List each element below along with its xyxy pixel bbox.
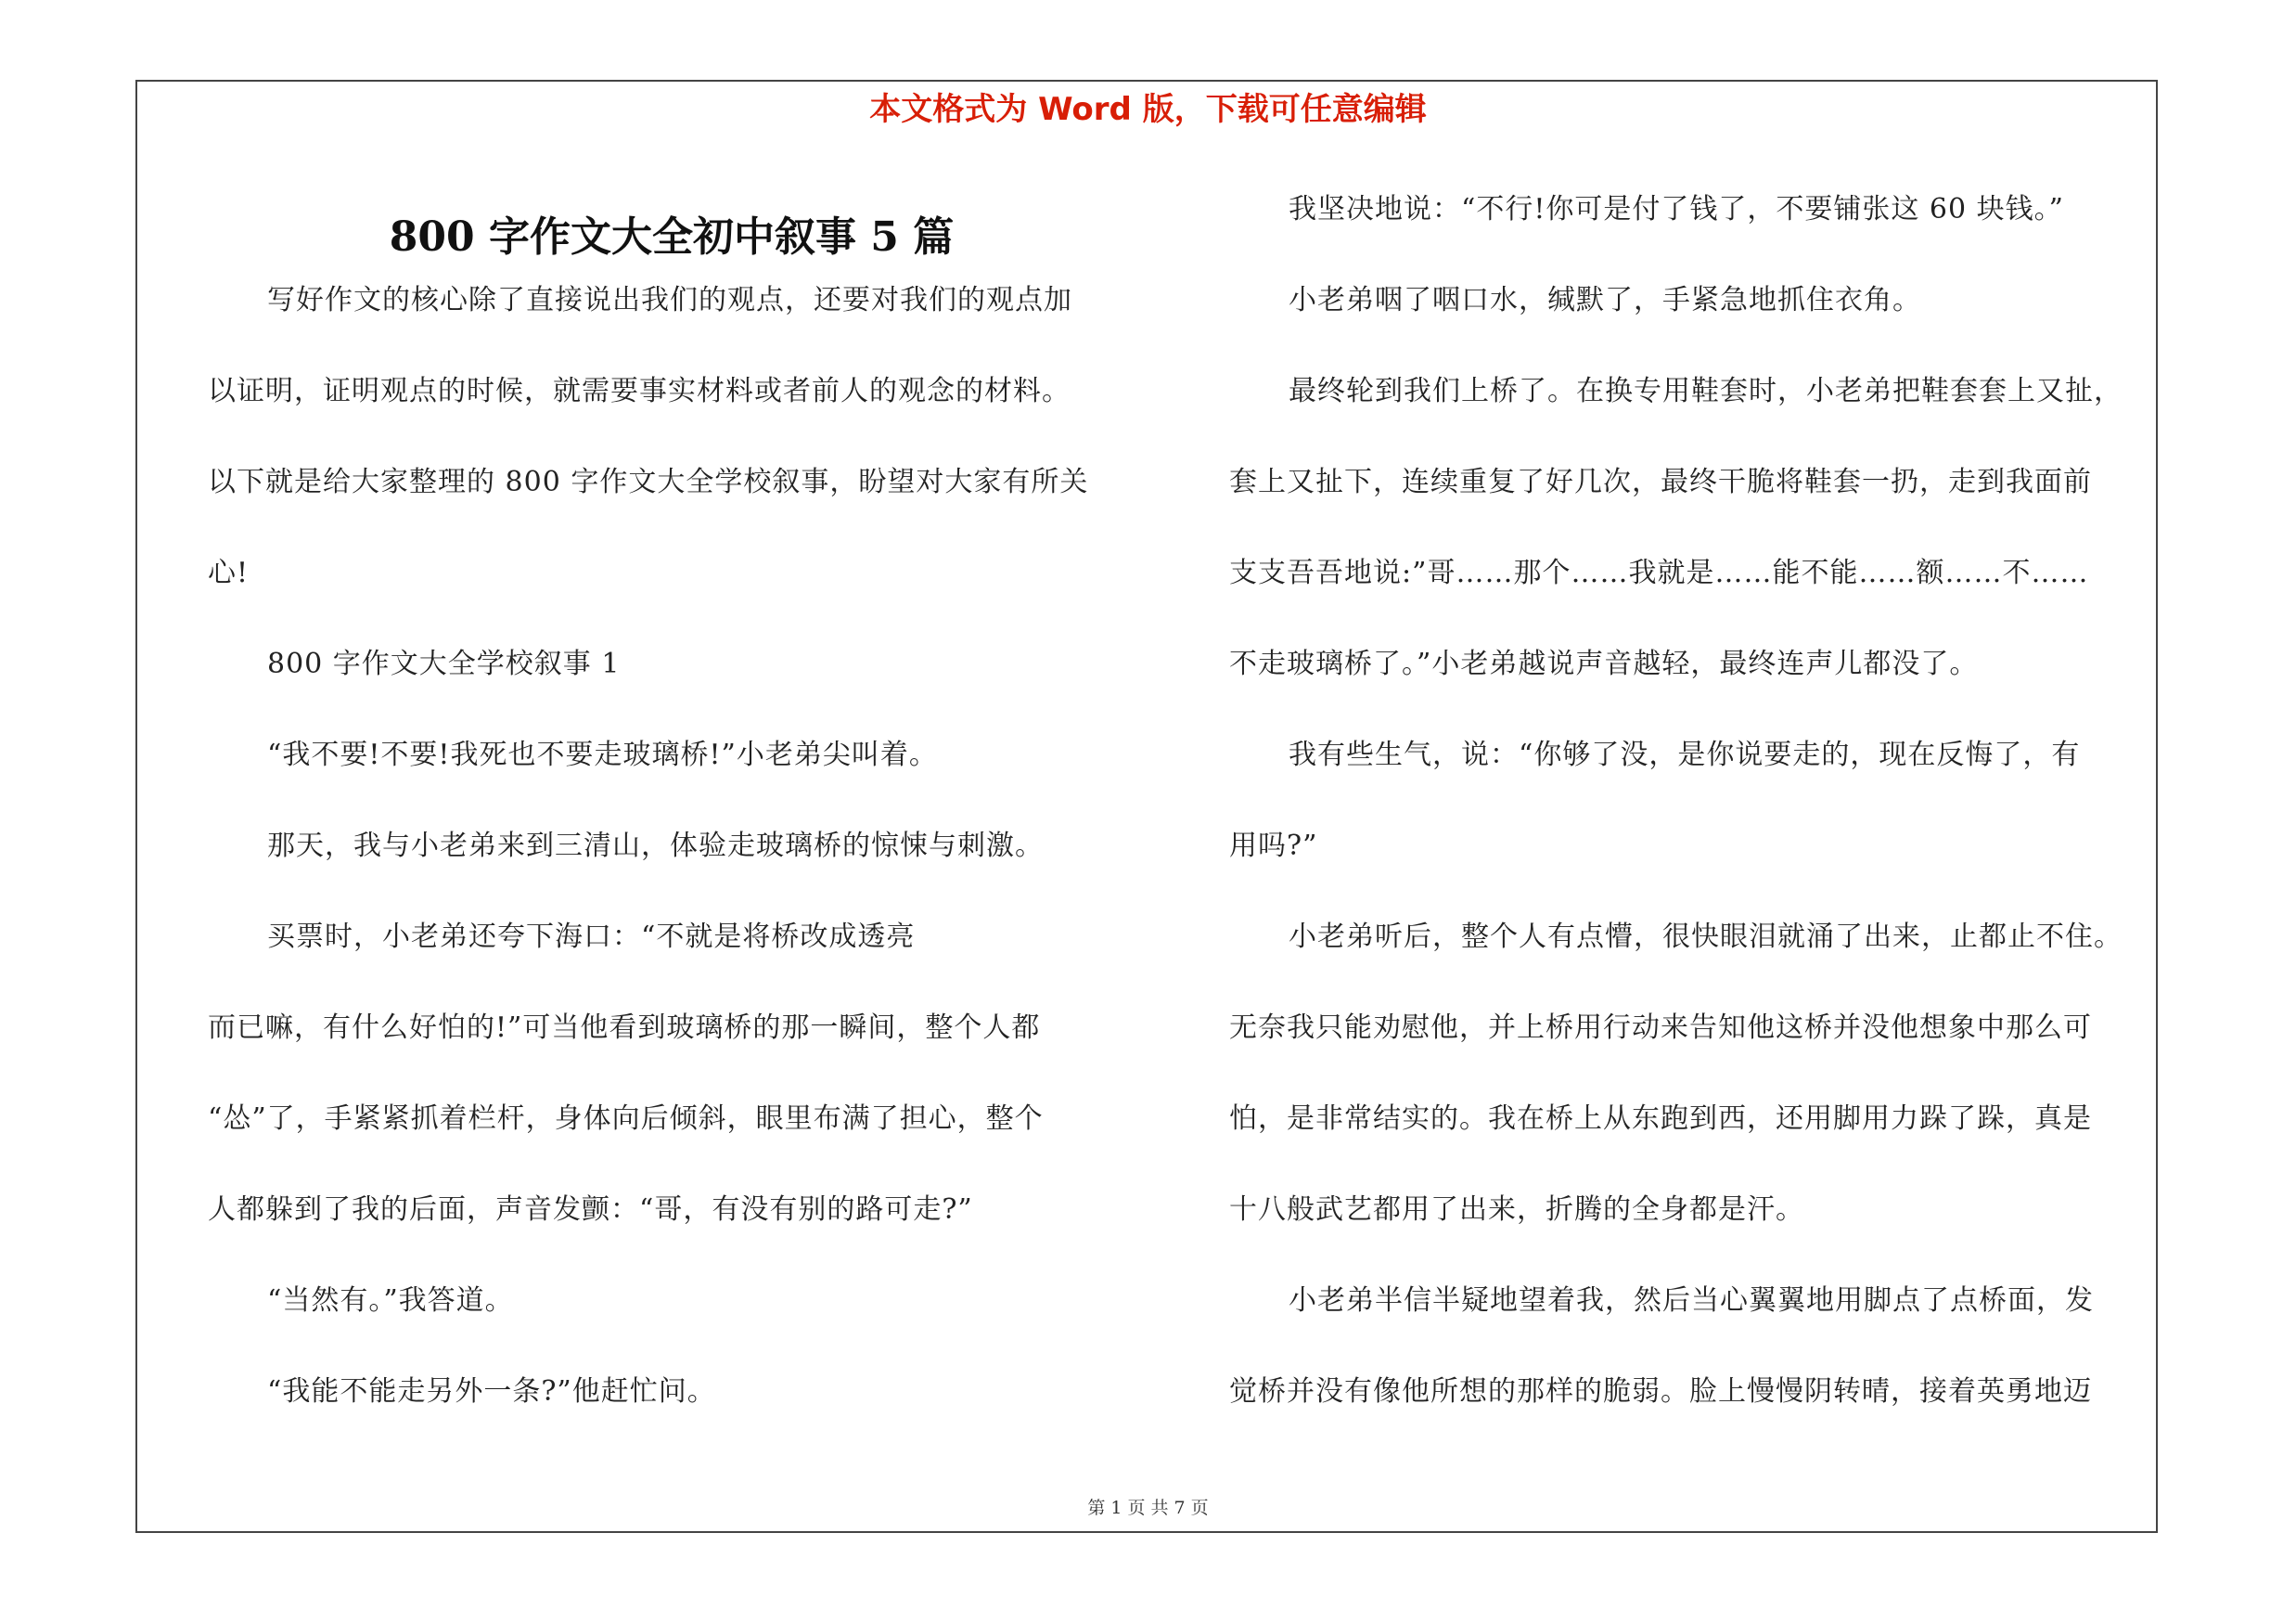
paragraph-line: 而已嘛，有什么好怕的!”可当他看到玻璃桥的那一瞬间，整个人都: [208, 1011, 1041, 1044]
paragraph-line: 十八般武艺都用了出来，折腾的全身都是汗。: [1229, 1193, 1804, 1226]
paragraph-line: 以下就是给大家整理的 800 字作文大全学校叙事，盼望对大家有所关: [208, 466, 1089, 498]
paragraph-line: 觉桥并没有像他所想的那样的脆弱。脸上慢慢阴转晴，接着英勇地迈: [1229, 1375, 2092, 1408]
paragraph-line: 写好作文的核心除了直接说出我们的观点，还要对我们的观点加: [267, 284, 1072, 316]
paragraph-line: 怕，是非常结实的。我在桥上从东跑到西，还用脚用力跺了跺，真是: [1229, 1102, 2092, 1135]
right-column: [1229, 182, 2157, 1455]
paragraph-line: 以证明，证明观点的时候，就需要事实材料或者前人的观念的材料。: [208, 375, 1071, 407]
paragraph-line: 用吗?”: [1229, 830, 1318, 862]
paragraph-line: 小老弟半信半疑地望着我，然后当心翼翼地用脚点了点桥面，发: [1289, 1284, 2094, 1317]
document-title: 800 字作文大全初中叙事 5 篇: [389, 213, 955, 261]
paragraph-line: 人都躲到了我的后面，声音发颤：“哥，有没有别的路可走?”: [208, 1193, 973, 1226]
paragraph-line: 不走玻璃桥了。”小老弟越说声音越轻，最终连声儿都没了。: [1229, 648, 1979, 680]
section-heading: 800 字作文大全学校叙事 1: [267, 648, 621, 680]
paragraph-line: “我不要!不要!我死也不要走玻璃桥!”小老弟尖叫着。: [267, 739, 938, 771]
paragraph-line: 小老弟听后，整个人有点懵，很快眼泪就涌了出来，止都止不住。: [1289, 921, 2123, 953]
paragraph-line: “怂”了，手紧紧抓着栏杆，身体向后倾斜，眼里布满了担心，整个: [208, 1102, 1044, 1135]
paragraph-line: 那天，我与小老弟来到三清山，体验走玻璃桥的惊悚与刺激。: [267, 830, 1044, 862]
paragraph-line: 心!: [208, 557, 250, 589]
paragraph-line: 最终轮到我们上桥了。在换专用鞋套时，小老弟把鞋套套上又扯，: [1289, 375, 2123, 407]
paragraph-line: “我能不能走另外一条?”他赶忙问。: [267, 1375, 716, 1408]
paragraph-line: 我坚决地说：“不行!你可是付了钱了，不要铺张这 60 块钱。”: [1289, 193, 2064, 225]
paragraph-line: 我有些生气，说：“你够了没，是你说要走的，现在反悔了，有: [1289, 739, 2081, 771]
paragraph-line: “当然有。”我答道。: [267, 1284, 514, 1317]
left-column: [208, 182, 1135, 1455]
paragraph-line: 买票时，小老弟还夸下海口：“不就是将桥改成透亮: [267, 921, 916, 953]
paragraph-line: 套上又扯下，连续重复了好几次，最终干脆将鞋套一扔，走到我面前: [1229, 466, 2092, 498]
paragraph-line: 支支吾吾地说:”哥……那个……我就是……能不能……额……不……: [1229, 557, 2089, 589]
paragraph-line: 小老弟咽了咽口水，缄默了，手紧急地抓住衣角。: [1289, 284, 1921, 316]
format-banner: 本文格式为 Word 版，下载可任意编辑: [869, 91, 1427, 128]
paragraph-line: 无奈我只能劝慰他，并上桥用行动来告知他这桥并没他想象中那么可: [1229, 1011, 2092, 1044]
page-number: 第 1 页 共 7 页: [1087, 1498, 1209, 1518]
